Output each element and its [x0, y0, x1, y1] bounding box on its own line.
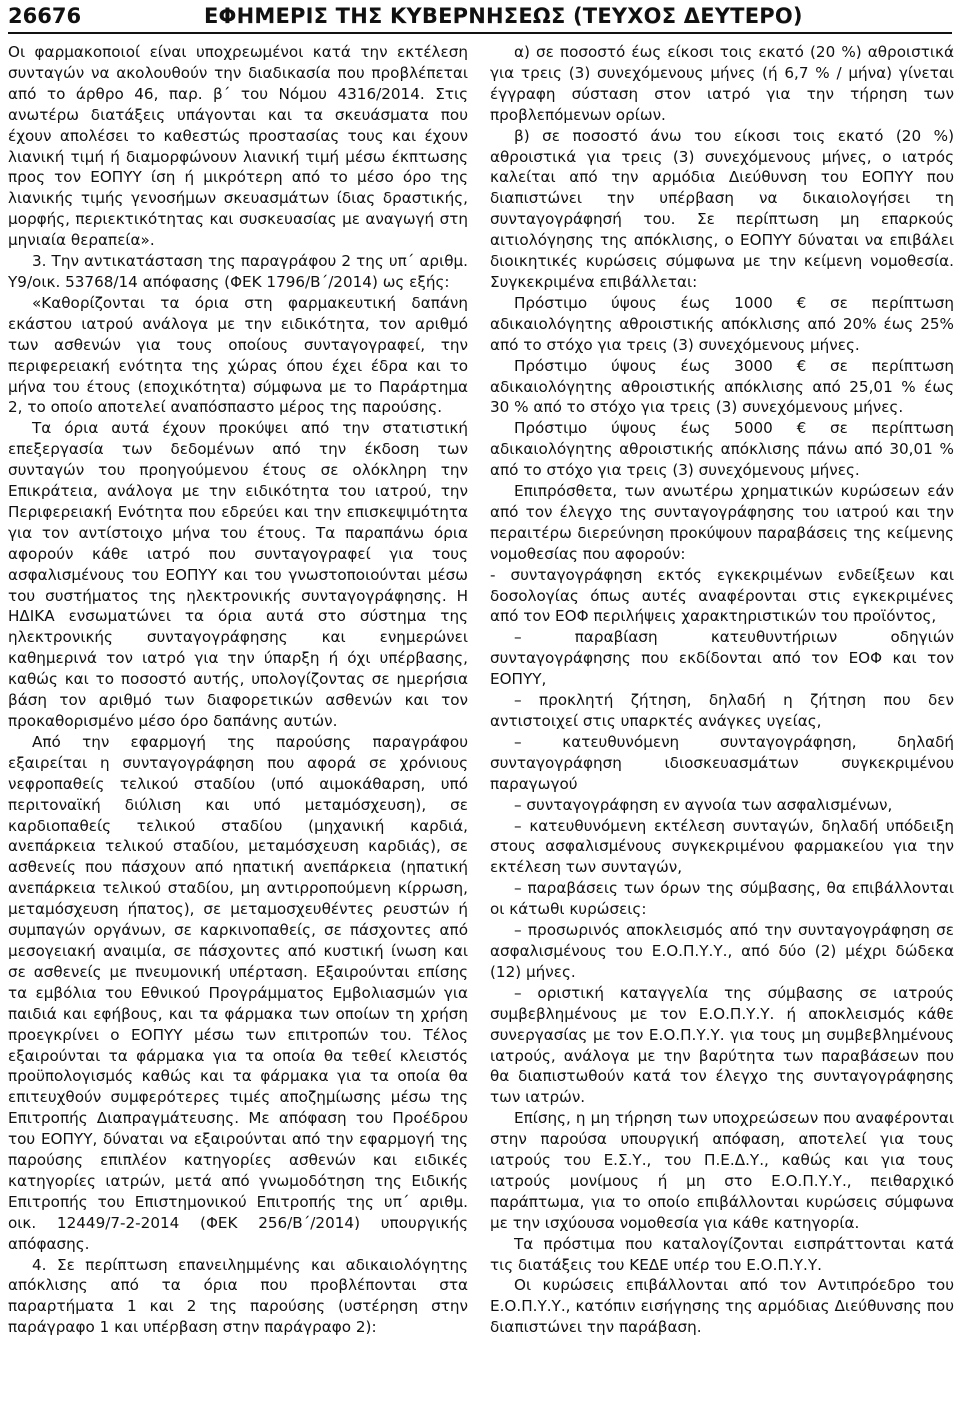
paragraph: Από την εφαρμογή της παρούσης παραγράφου εξαιρείται η συνταγογράφηση που αφορά σε χρόνιους νεφροπαθείς τελικού σταδίου (υπό αιμοκάθαρση, υπό περιτοναϊκή διύλιση και υπό μεταμόσχευση), σε καρδιοπαθείς τελικού σταδίου (μηχανική καρδιά, ανεπάρκεια τελικού σταδίου, μεταμόσχευση καρδιάς), σε ασθενείς που πάσχουν από ηπατική ανεπάρκεια (ηπατική ανεπάρκεια τελικού σταδίου, μη αντιρροπούμενη κίρρωση, μεταμόσχευση ήπατος), σε μεταμοσχευθέντες ρευστών ή συμπαγών οργάνων, σε καρκινοπαθείς, σε πάσχοντες από μεσογειακή αναιμία, σε πάσχοντες από κυστική ίνωση και σε ασθενείς με πνευμονική υπέρταση. Εξαιρούνται επίσης τα εμβόλια του Εθνικού Προγράμματος Εμβολιασμών για παιδιά και εφήβους, και τα φάρμακα των οποίων τη χρήση προεγκρίνει ο ΕΟΠΥΥ μέσω των επιτροπών του. Τέλος εξαιρούνται τα φάρμακα για τα οποία θα τεθεί κλειστός προϋπολογισμός καθώς και τα φάρμακα για τα οποία θα επιτευχθούν συμφερότερες τιμές αποζημίωσης μέσω της Επιτροπής Διαπραγμάτευσης. Με απόφαση του Προέδρου του ΕΟΠΥΥ, δύναται να εξαιρούνται από την εφαρμογή της παρούσης επιπλέον κατηγορίες ασθενών και ειδικές κατηγορίες ιατρών, μετά από γνωμοδότηση της Ειδικής Επιτροπής του Επιστημονικού Επιτροπής της υπ΄ αριθμ. οικ. 12449/7-2-2014 (ΦΕΚ 256/Β΄/2014) υπουργικής απόφασης.	[8, 732, 468, 1253]
paragraph: Πρόστιμο ύψους έως 1000 € σε περίπτωση αδικαιολόγητης αθροιστικής απόκλισης από 20% έως 25% από το στόχο για τρεις (3) συνεχόμενους μήνες.	[490, 293, 954, 354]
page-header	[8, 0, 952, 34]
paragraph: β) σε ποσοστό άνω του είκοσι τοις εκατό (20 %) αθροιστικά για τρεις (3) συνεχόμενους μήνες, ο ιατρός καλείται από την αρμόδια Διεύθυνση του ΕΟΠΥΥ που διαπιστώνει την υπέρβαση να δικαιολογήσει τη συνταγογράφησή του. Σε περίπτωση μη επαρκούς αιτιολόγησης της απόκλισης, ο ΕΟΠΥΥ δύναται να επιβάλει διοικητικές κυρώσεις σύμφωνα με την κείμενη νομοθεσία. Συγκεκριμένα επιβάλλεται:	[490, 126, 954, 291]
list-item: – παραβίαση κατευθυντήριων οδηγιών συνταγογράφησης που εκδίδονται από τον ΕΟΦ και τον ΕΟΠΥΥ,	[490, 628, 954, 689]
list-item: – συνταγογράφηση εν αγνοία των ασφαλισμένων,	[514, 795, 893, 814]
gazette-title: ΕΦΗΜΕΡΙΣ ΤΗΣ ΚΥΒΕΡΝΗΣΕΩΣ (ΤΕΥΧΟΣ ΔΕΥΤΕΡΟ)	[204, 4, 803, 28]
list-item: – κατευθυνόμενη συνταγογράφηση, δηλαδή συνταγογράφηση ιδιοσκευασμάτων συγκεκριμένου παραγωγού	[490, 732, 954, 793]
list-item: – παραβάσεις των όρων της σύμβασης, θα επιβάλλονται οι κάτωθι κυρώσεις:	[490, 879, 954, 919]
paragraph: Πρόστιμο ύψους έως 3000 € σε περίπτωση αδικαιολόγητης αθροιστικής απόκλισης από 25,01 % έως 30 % από το στόχο για τρεις (3) συνεχόμενους μήνες.	[490, 356, 954, 417]
list-item: – προκλητή ζήτηση, δηλαδή η ζήτηση που δεν αντιστοιχεί στις υπαρκτές ανάγκες υγείας,	[490, 691, 954, 730]
paragraph: 4. Σε περίπτωση επανειλημμένης και αδικαιολόγητης απόκλισης από τα όρια που προβλέπονται στα παραρτήματα 1 και 2 της παρούσης (υστέρηση στην παράγραφο 1 και υπέρβαση στην παράγραφο 2):	[8, 1255, 468, 1337]
paragraph: Τα όρια αυτά έχουν προκύψει από την στατιστική επεξεργασία των δεδομένων από την έκδοση των συνταγών του προηγούμενου έτους σε ολόκληρη την Επικράτεια, ανάλογα με την ειδικότητα του ιατρού, την Περιφερειακή Ενότητα που εδρεύει και την επισκεψιμότητα για τον αντίστοιχο μήνα του έτους. Τα παραπάνω όρια αφορούν κάθε ιατρό που συνταγογραφεί για τους ασφαλισμένους του ΕΟΠΥΥ και του γνωστοποιούνται μέσω του συστήματος της ηλεκτρονικής συνταγογράφησης. Η ΗΔΙΚΑ ενσωματώνει τα όρια αυτά στο σύστημα της ηλεκτρονικής συνταγογράφησης και ενημερώνει καθημερινά τον ιατρό για την ύπαρξη ή όχι υπέρβασης, καθώς και το ποσοστό αυτής, υπολογίζοντας σε ημερήσια βάση τον αριθμό των διαφορετικών ασθενών και τον προκαθορισμένο μέσο όρο δαπάνης αυτών.	[8, 419, 468, 730]
paragraph: «Καθορίζονται τα όρια στη φαρμακευτική δαπάνη εκάστου ιατρού ανάλογα με την ειδικότητα, τον αριθμό των ασθενών για τους οποίους συνταγογραφεί, την περιφερειακή ενότητα της χώρας όπου έχει έδρα και το μήνα του έτους (εποχικότητα) σύμφωνα με το Παράρτημα 2, το οποίο αποτελεί αναπόσπαστο μέρος της παρούσης.	[8, 293, 468, 417]
list-item: – προσωρινός αποκλεισμός από την συνταγογράφηση σε ασφαλισμένους του Ε.Ο.Π.Υ.Υ., από δύο (2) μέχρι δώδεκα (12) μήνες.	[490, 921, 954, 981]
left-column	[8, 42, 468, 1338]
page-number: 26676	[8, 4, 82, 28]
paragraph: α) σε ποσοστό έως είκοσι τοις εκατό (20 %) αθροιστικά για τρεις (3) συνεχόμενους μήνες (ή 6,7 % / μήνα) γίνεται έγγραφη σύσταση στον ιατρό για την τήρηση των προβλεπόμενων ορίων.	[490, 43, 954, 124]
paragraph: 3. Την αντικατάσταση της παραγράφου 2 της υπ΄ αριθμ. Υ9/οικ. 53768/14 απόφασης (ΦΕΚ 1796/Β΄/2014) ως εξής:	[8, 252, 468, 291]
paragraph: Τα πρόστιμα που καταλογίζονται εισπράττονται κατά τις διατάξεις του ΚΕΔΕ υπέρ του Ε.Ο.Π.Υ.Υ.	[490, 1234, 954, 1274]
paragraph: Οι φαρμακοποιοί είναι υποχρεωμένοι κατά την εκτέλεση συνταγών να ακολουθούν την διαδικασία που προβλέπεται από το άρθρο 46, παρ. β΄ του Νόμου 4316/2014. Στις ανωτέρω διατάξεις υπάγονται και τα σκευάσματα που έχουν απολέσει το καθεστώς προστασίας τους και έχουν λιανική τιμή ή διαμορφώνουν λιανική τιμή μέσω έκπτωσης προς τον ΕΟΠΥΥ ίση ή μικρότερη από το μέσο όρο της λιανικής τιμής γενοσήμων σκευασμάτων ίδιας δραστικής, μορφής, περιεκτικότητας και συσκευασίας με αναγωγή στη μηνιαία θεραπεία».	[8, 43, 468, 250]
list-item: – οριστική καταγγελία της σύμβασης σε ιατρούς συμβεβλημένους με τον Ε.Ο.Π.Υ.Υ. ή αποκλεισμός κάθε συνεργασίας με τον Ε.Ο.Π.Υ.Υ. για τους μη συμβεβλημένους ιατρούς, ανάλογα με την βαρύτητα των παραβάσεων που θα διαπιστωθούν κατά τον έλεγχο της συνταγογράφησης των ιατρών.	[490, 983, 954, 1107]
paragraph: Επίσης, η μη τήρηση των υποχρεώσεων που αναφέρονται στην παρούσα υπουργική απόφαση, αποτελεί για τους ιατρούς του Ε.Σ.Υ., του Π.Ε.Δ.Υ., καθώς και για τους ιατρούς μονίμους ή μη στο Ε.Ο.Π.Υ.Υ., πειθαρχικό παράπτωμα, για το οποίο επιβάλλονται κυρώσεις σύμφωνα με την ισχύουσα νομοθεσία για κάθε κατηγορία.	[490, 1109, 954, 1232]
list-item: - συνταγογράφηση εκτός εγκεκριμένων ενδείξεων και δοσολογίας όπως αυτές αναφέρονται στις εγκεκριμένες από τον ΕΟΦ περιλήψεις χαρακτηριστικών του προϊόντος,	[490, 565, 954, 626]
paragraph: Επιπρόσθετα, των ανωτέρω χρηματικών κυρώσεων εάν από τον έλεγχο της συνταγογράφησης του ιατρού και την περαιτέρω διερεύνηση προκύψουν παραβάσεις της κείμενης νομοθεσίας που αφορούν:	[490, 482, 954, 563]
paragraph: Πρόστιμο ύψους έως 5000 € σε περίπτωση αδικαιολόγητης αθροιστικής απόκλισης πάνω από 30,01 % από το στόχο για τρεις (3) συνεχόμενους μήνες.	[490, 419, 954, 480]
list-item: – κατευθυνόμενη εκτέλεση συνταγών, δηλαδή υπόδειξη στους ασφαλισμένους συγκεκριμένου φαρμακείου για την εκτέλεση των συνταγών,	[490, 816, 954, 877]
paragraph: Οι κυρώσεις επιβάλλονται από τον Αντιπρόεδρο του Ε.Ο.Π.Υ.Υ., κατόπιν εισήγησης της αρμόδιας Διεύθυνσης που διαπιστώνει την παράβαση.	[490, 1276, 954, 1337]
right-column	[490, 42, 954, 1338]
